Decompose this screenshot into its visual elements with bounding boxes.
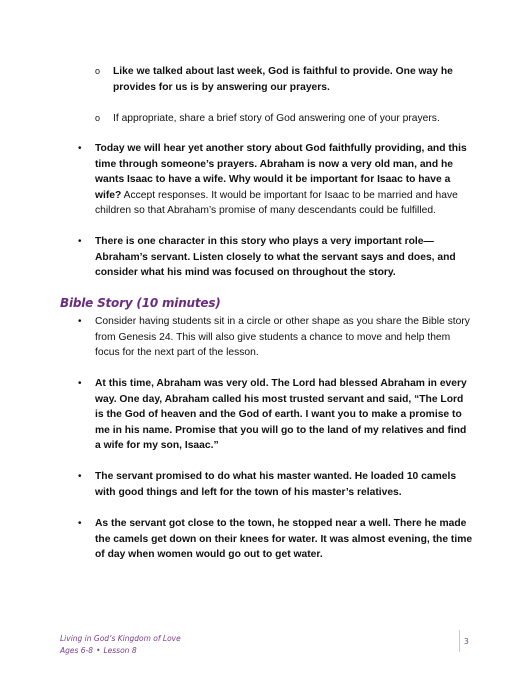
footer-divider [459, 630, 460, 652]
bullet-marker: • [78, 518, 82, 529]
bullet-bold-text: Today we will hear yet another story about God faithfully providing, and this time through someone’s prayers. Abraham is now a very old man, and he wants Isaac to have a wife. Why would it be important for Isaac to have a wife? [95, 143, 467, 201]
bullet-marker: • [78, 236, 82, 247]
sub-bullet-marker: o [95, 113, 101, 123]
page-footer [60, 633, 181, 657]
section-heading-bible-story: Bible Story (10 minutes) [60, 296, 221, 310]
footer-lesson: Lesson 8 [103, 646, 137, 655]
sub-bullet-share-story [95, 111, 483, 127]
page-number: 3 [464, 637, 469, 646]
bullet-servant-promised [78, 469, 473, 500]
bullet-servant-character [78, 234, 473, 281]
bullet-abraham-old [78, 376, 473, 454]
bullet-marker: • [78, 378, 82, 389]
footer-separator: • [96, 646, 101, 655]
bullet-marker: • [78, 316, 82, 327]
bullet-text: Consider having students sit in a circle or other shape as you share the Bible story from Genesis 24. This will also give students a chance to move and help them focus for the next part of the lesson. [95, 316, 470, 359]
bullet-today-story [78, 141, 473, 219]
bullet-bold-text: The servant promised to do what his master wanted. He loaded 10 camels with good things and left for the town of his master’s relatives. [95, 471, 457, 498]
sub-bullet-text: If appropriate, share a brief story of God answering one of your prayers. [113, 113, 440, 124]
bullet-text: Accept responses. It would be important for Isaac to be married and have children so that Abraham’s promise of many descendants could be fulfilled. [95, 189, 458, 217]
sub-bullet-marker: o [95, 66, 101, 76]
bullet-bold-text: There is one character in this story who plays a very important role—Abraham’s servant. Listen closely to what the servant says and does, and consider what his mind was focused on throughout the story. [95, 236, 456, 279]
bullet-bold-text: As the servant got close to the town, he stopped near a well. There he made the camels get down on their knees for water. It was almost evening, the time of day when women would go out to get water. [95, 518, 473, 561]
footer-age: Ages 6-8 [60, 646, 94, 655]
bullet-circle-students [78, 314, 473, 361]
sub-bullet-faithful [95, 64, 483, 95]
bullet-marker: • [78, 471, 82, 482]
footer-lesson-info [60, 645, 181, 657]
bullet-marker: • [78, 143, 82, 154]
bullet-near-well [78, 516, 473, 563]
sub-bullet-bold-text: Like we talked about last week, God is faithful to provide. One way he provides for us is by answering our prayers. [113, 66, 453, 93]
bullet-bold-text: At this time, Abraham was very old. The Lord had blessed Abraham in every way. One day, Abraham called his most trusted servant and said, “The Lord is the God of heaven and the God of earth. I want you to make a promise to me in his name. Promise that you will go to the land of my relatives and find a wife for my son, Isaac.” [95, 378, 467, 452]
footer-curriculum-title: Living in God’s Kingdom of Love [60, 634, 181, 643]
